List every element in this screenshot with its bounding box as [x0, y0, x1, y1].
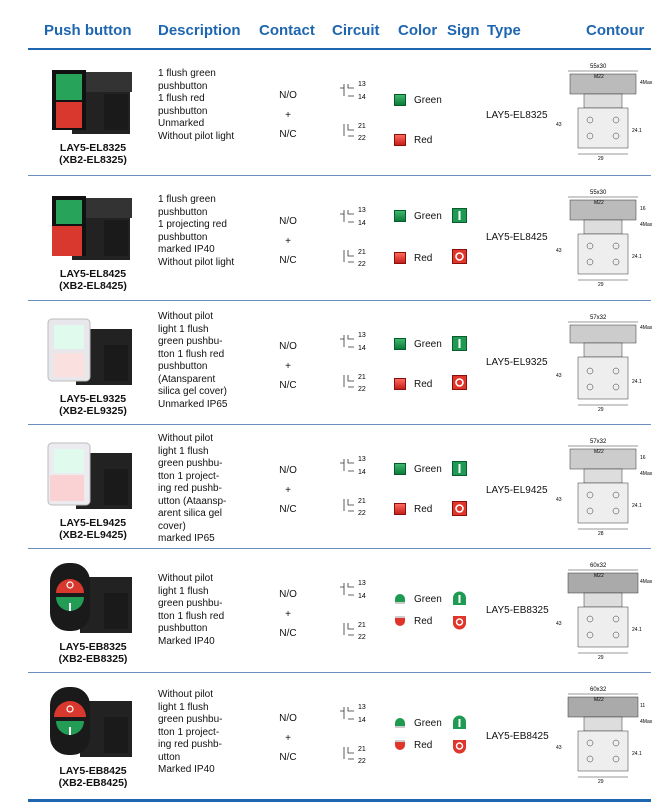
- svg-text:29: 29: [598, 407, 604, 413]
- description-text: 1 flush green pushbutton 1 projecting red pushbutton marked IP40 Without pilot light: [158, 194, 235, 268]
- header-sign: Sign: [447, 22, 480, 39]
- header-color: Color: [398, 22, 438, 39]
- header-description: Description: [158, 22, 241, 39]
- svg-text:16: 16: [640, 206, 646, 212]
- description-text: 1 flush green pushbutton 1 flush red pushbutton Unmarked Without pilot light: [158, 68, 235, 142]
- model-number: LAY5-EL8425 (XB2-EL8425): [59, 268, 127, 292]
- circuit-diagram: [332, 325, 382, 405]
- red-square-icon: [394, 134, 406, 146]
- footer-rule: [28, 799, 651, 802]
- svg-text:24.1: 24.1: [632, 379, 642, 385]
- green-half-round-icon: [394, 717, 406, 729]
- svg-text:43: 43: [556, 122, 562, 128]
- green-square-icon: [394, 338, 406, 350]
- svg-text:22: 22: [358, 758, 366, 765]
- svg-text:M22: M22: [594, 74, 604, 80]
- svg-text:11: 11: [640, 703, 646, 709]
- contour-drawing: [548, 679, 658, 791]
- green-square-icon: [394, 94, 406, 106]
- double-pushbutton-projecting-image: [42, 184, 142, 264]
- type-label: LAY5-EB8325: [486, 605, 549, 616]
- red-stop-sign-icon: [452, 501, 467, 516]
- red-stop-sign-icon: [452, 249, 467, 264]
- svg-text:13: 13: [358, 580, 366, 587]
- svg-text:4Max: 4Max: [640, 471, 653, 477]
- svg-text:43: 43: [556, 745, 562, 751]
- type-label: LAY5-EL9425: [486, 485, 548, 496]
- green-start-sign-icon: [452, 591, 467, 606]
- svg-text:43: 43: [556, 497, 562, 503]
- circuit-diagram: [332, 74, 382, 154]
- circuit-diagram: [332, 449, 382, 529]
- contour-drawing: [548, 431, 658, 543]
- green-half-round-icon: [394, 593, 406, 605]
- contact-column: N/O + N/C: [279, 713, 297, 763]
- color-green: Green: [394, 593, 442, 605]
- svg-text:13: 13: [358, 456, 366, 463]
- svg-text:14: 14: [358, 345, 366, 352]
- table-row: [28, 549, 651, 673]
- contour-drawing: [548, 56, 658, 168]
- svg-text:57x32: 57x32: [590, 315, 607, 321]
- description-text: Without pilot light 1 flush green pushbu- tton 1 project- ing red pushb- utton (Ataansp- arent silica gel cover) marked IP65: [158, 433, 227, 544]
- header-contact: Contact: [259, 22, 315, 39]
- svg-text:21: 21: [358, 498, 366, 505]
- contact-column: N/O + N/C: [279, 216, 297, 266]
- svg-text:57x32: 57x32: [590, 439, 607, 445]
- round-double-pushbutton-image: [42, 557, 142, 637]
- red-half-round-icon: [394, 615, 406, 627]
- svg-text:60x32: 60x32: [590, 563, 607, 569]
- svg-text:M22: M22: [594, 449, 604, 455]
- contact-column: N/O + N/C: [279, 589, 297, 639]
- svg-text:29: 29: [598, 779, 604, 785]
- type-label: LAY5-EL8425: [486, 232, 548, 243]
- red-square-icon: [394, 252, 406, 264]
- svg-text:55x30: 55x30: [590, 190, 607, 196]
- svg-text:24.1: 24.1: [632, 751, 642, 757]
- pushbutton-silicone-cover-image: [42, 309, 142, 389]
- color-red: Red: [394, 378, 432, 390]
- type-label: LAY5-EB8425: [486, 731, 549, 742]
- svg-text:13: 13: [358, 704, 366, 711]
- table-row: [28, 673, 651, 799]
- contour-drawing: [548, 182, 658, 294]
- svg-text:22: 22: [358, 135, 366, 142]
- description-text: Without pilot light 1 flush green pushbu- tton 1 flush red pushbutton (Atansparent silica gel cover) Unmarked IP65: [158, 311, 228, 410]
- svg-text:14: 14: [358, 717, 366, 724]
- svg-text:24.1: 24.1: [632, 128, 642, 134]
- svg-text:14: 14: [358, 220, 366, 227]
- svg-text:14: 14: [358, 593, 366, 600]
- contact-column: N/O + N/C: [279, 90, 297, 140]
- color-green: Green: [394, 717, 442, 729]
- red-half-round-icon: [394, 739, 406, 751]
- svg-text:29: 29: [598, 655, 604, 661]
- header-circuit: Circuit: [332, 22, 380, 39]
- svg-text:43: 43: [556, 248, 562, 254]
- model-number: LAY5-EB8325 (XB2-EB8325): [58, 641, 128, 665]
- color-red: Red: [394, 615, 432, 627]
- color-red: Red: [394, 134, 432, 146]
- svg-text:13: 13: [358, 207, 366, 214]
- model-number: LAY5-EL9325 (XB2-EL9325): [59, 393, 127, 417]
- color-green: Green: [394, 94, 442, 106]
- svg-text:55x30: 55x30: [590, 64, 607, 70]
- pushbutton-silicone-cover-projecting-image: [42, 433, 142, 513]
- green-start-sign-icon: [452, 715, 467, 730]
- description-text: Without pilot light 1 flush green pushbu- tton 1 project- ing red pushb- utton Marked IP40: [158, 689, 223, 775]
- svg-text:24.1: 24.1: [632, 627, 642, 633]
- header-type: Type: [487, 22, 521, 39]
- type-label: LAY5-EL8325: [486, 110, 548, 121]
- red-square-icon: [394, 503, 406, 515]
- red-stop-sign-icon: [452, 375, 467, 390]
- type-label: LAY5-EL9325: [486, 357, 548, 368]
- model-number: LAY5-EL9425 (XB2-EL9425): [59, 517, 127, 541]
- svg-text:13: 13: [358, 332, 366, 339]
- circuit-diagram: [332, 697, 382, 777]
- svg-text:4Max: 4Max: [640, 80, 653, 86]
- svg-text:21: 21: [358, 622, 366, 629]
- model-number: LAY5-EB8425 (XB2-EB8425): [58, 765, 128, 789]
- green-start-sign-icon: [452, 208, 467, 223]
- svg-text:22: 22: [358, 510, 366, 517]
- svg-text:21: 21: [358, 249, 366, 256]
- svg-text:4Max: 4Max: [640, 579, 653, 585]
- svg-text:4Max: 4Max: [640, 222, 653, 228]
- color-red: Red: [394, 503, 432, 515]
- table-row: [28, 301, 651, 425]
- color-red: Red: [394, 252, 432, 264]
- svg-text:60x32: 60x32: [590, 687, 607, 693]
- svg-text:43: 43: [556, 621, 562, 627]
- contact-column: N/O + N/C: [279, 341, 297, 391]
- contact-column: N/O + N/C: [279, 465, 297, 515]
- green-square-icon: [394, 463, 406, 475]
- color-red: Red: [394, 739, 432, 751]
- svg-text:22: 22: [358, 261, 366, 268]
- svg-text:14: 14: [358, 94, 366, 101]
- table-header: [0, 0, 671, 46]
- red-square-icon: [394, 378, 406, 390]
- svg-text:M22: M22: [594, 200, 604, 206]
- table-row: [28, 425, 651, 549]
- svg-text:29: 29: [598, 156, 604, 162]
- red-stop-sign-icon: [452, 615, 467, 630]
- svg-text:16: 16: [640, 455, 646, 461]
- svg-text:24.1: 24.1: [632, 503, 642, 509]
- color-green: Green: [394, 210, 442, 222]
- svg-text:M22: M22: [594, 697, 604, 703]
- table-row: [28, 176, 651, 301]
- header-push-button: Push button: [44, 22, 132, 39]
- svg-text:22: 22: [358, 386, 366, 393]
- contour-drawing: [548, 307, 658, 419]
- color-green: Green: [394, 463, 442, 475]
- table-row: [28, 50, 651, 176]
- svg-text:M22: M22: [594, 573, 604, 579]
- svg-text:21: 21: [358, 374, 366, 381]
- svg-text:24.1: 24.1: [632, 254, 642, 260]
- svg-text:21: 21: [358, 123, 366, 130]
- svg-text:14: 14: [358, 469, 366, 476]
- svg-text:4Max: 4Max: [640, 325, 653, 331]
- green-start-sign-icon: [452, 336, 467, 351]
- svg-text:22: 22: [358, 634, 366, 641]
- svg-text:43: 43: [556, 373, 562, 379]
- model-number: LAY5-EL8325 (XB2-EL8325): [59, 142, 127, 166]
- green-start-sign-icon: [452, 461, 467, 476]
- svg-text:4Max: 4Max: [640, 719, 653, 725]
- svg-text:29: 29: [598, 282, 604, 288]
- red-stop-sign-icon: [452, 739, 467, 754]
- green-square-icon: [394, 210, 406, 222]
- svg-text:21: 21: [358, 746, 366, 753]
- double-pushbutton-flush-image: [42, 58, 142, 138]
- svg-text:13: 13: [358, 81, 366, 88]
- contour-drawing: [548, 555, 658, 667]
- circuit-diagram: [332, 573, 382, 653]
- round-double-pushbutton-projecting-image: [42, 681, 142, 761]
- header-contour: Contour: [586, 22, 645, 39]
- svg-text:28: 28: [598, 531, 604, 537]
- color-green: Green: [394, 338, 442, 350]
- circuit-diagram: [332, 200, 382, 280]
- description-text: Without pilot light 1 flush green pushbu- tton 1 flush red pushbutton Marked IP40: [158, 573, 225, 647]
